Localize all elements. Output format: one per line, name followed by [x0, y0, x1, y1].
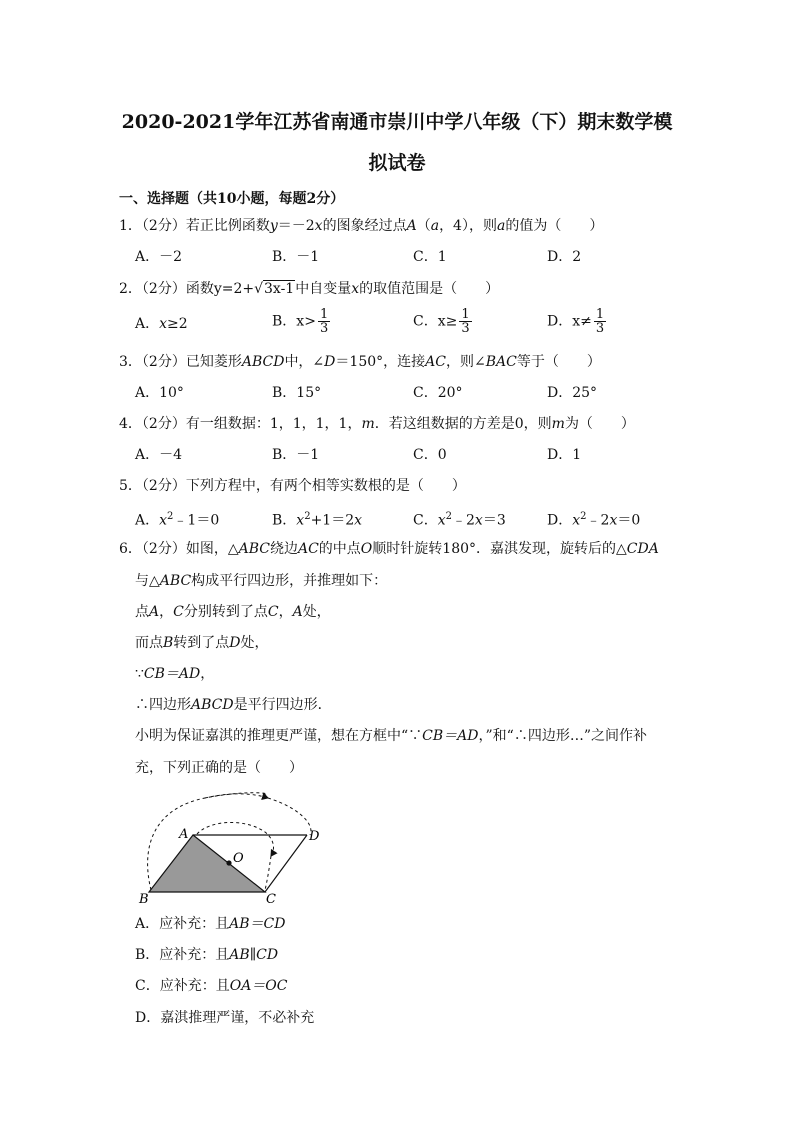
page-title-line1: 2020-2021学年江苏省南通市崇川中学八年级（下）期末数学模 — [121, 111, 673, 133]
question-1-stem: 1．（2分）若正比例函数y＝－2x的图象经过点A（a，4），则a的值为（ ） — [119, 218, 604, 234]
question-3-stem: 3．（2分）已知菱形ABCD中，∠D＝150°，连接AC，则∠BAC等于（ ） — [119, 354, 601, 370]
question-6-proof-line3: ∵CB＝AD， — [135, 666, 215, 682]
question-3-option-d: D．25° — [547, 385, 598, 401]
question-2-option-a: A．x≥2 — [135, 316, 188, 332]
question-1-option-c: C．1 — [413, 249, 447, 265]
outer-arc-tail — [268, 798, 311, 835]
question-4-option-a: A．－4 — [135, 447, 183, 463]
question-5-stem: 5．（2分）下列方程中，有两个相等实数根的是（ ） — [119, 478, 466, 494]
question-1-option-d: D．2 — [547, 249, 582, 265]
question-6-stem-line1: 6．（2分）如图，△ABC绕边AC的中点O顺时针旋转180°．嘉淇发现，旋转后的△CDA — [119, 541, 659, 557]
midpoint-o-dot — [226, 860, 231, 865]
question-4-stem: 4．（2分）有一组数据：1，1，1，1，m．若这组数据的方差是0，则m为（ ） — [119, 416, 635, 432]
question-5-option-b: B．$x^2+1=2x$ — [272, 511, 363, 529]
question-6-option-d: D．嘉淇推理严谨，不必补充 — [135, 1010, 315, 1026]
question-4-option-c: C．0 — [413, 447, 447, 463]
segment-dc — [265, 835, 307, 892]
question-3-option-a: A．10° — [135, 385, 184, 401]
question-5-option-c: C．$x^2﹣2x=3$ — [413, 511, 506, 529]
outer-arc-arrow — [205, 794, 268, 798]
question-4-option-b: B．－1 — [272, 447, 320, 463]
question-2-option-d: D．x≠ $\frac{1}{3}$ — [547, 307, 605, 336]
question-6-stem-line3: 小明为保证嘉淇的推理更严谨，想在方框中“∵CB＝AD，”和“∴四边形…”之间作补 — [135, 728, 647, 744]
question-2-option-c: C．x≥ $\frac{1}{3}$ — [413, 307, 470, 336]
label-a: A — [179, 827, 189, 842]
question-5-option-d: D．$x^2﹣2x=0$ — [547, 511, 641, 529]
question-3-option-b: B．15° — [272, 385, 322, 401]
question-6-option-a: A．应补充：且AB＝CD — [135, 916, 286, 932]
page-title-line2: 拟试卷 — [368, 152, 426, 174]
rotation-parallelogram-figure — [135, 790, 335, 905]
question-6-stem-line4: 充，下列正确的是（ ） — [135, 760, 303, 776]
label-d: D — [309, 829, 320, 844]
question-6-proof-line4: ∴四边形ABCD是平行四边形． — [135, 697, 332, 713]
question-6-proof-line2: 而点B转到了点D处， — [135, 635, 269, 651]
question-1-option-a: A．－2 — [135, 249, 183, 265]
label-o: O — [233, 851, 244, 866]
question-6-option-b: B．应补充：且AB∥CD — [135, 947, 279, 963]
question-4-option-d: D．1 — [547, 447, 582, 463]
question-6-proof-line1: 点A，C分别转到了点C，A处， — [135, 604, 331, 620]
question-2-option-b: B．x> $\frac{1}{3}$ — [272, 307, 329, 336]
question-3-option-c: C．20° — [413, 385, 463, 401]
section-heading: 一、选择题（共10小题，每题2分） — [119, 191, 345, 207]
question-5-option-a: A．$x^2﹣1=0$ — [135, 511, 220, 529]
label-b: B — [139, 892, 149, 905]
question-6-stem-line2: 与△ABC构成平行四边形，并推理如下： — [135, 573, 388, 589]
question-1-option-b: B．－1 — [272, 249, 320, 265]
triangle-abc — [149, 835, 265, 892]
question-2-stem: 2．（2分）函数y=2+√3x-1中自变量x的取值范围是（ ） — [119, 281, 500, 297]
question-6-option-c: C．应补充：且OA＝OC — [135, 978, 288, 994]
label-c: C — [266, 892, 276, 905]
